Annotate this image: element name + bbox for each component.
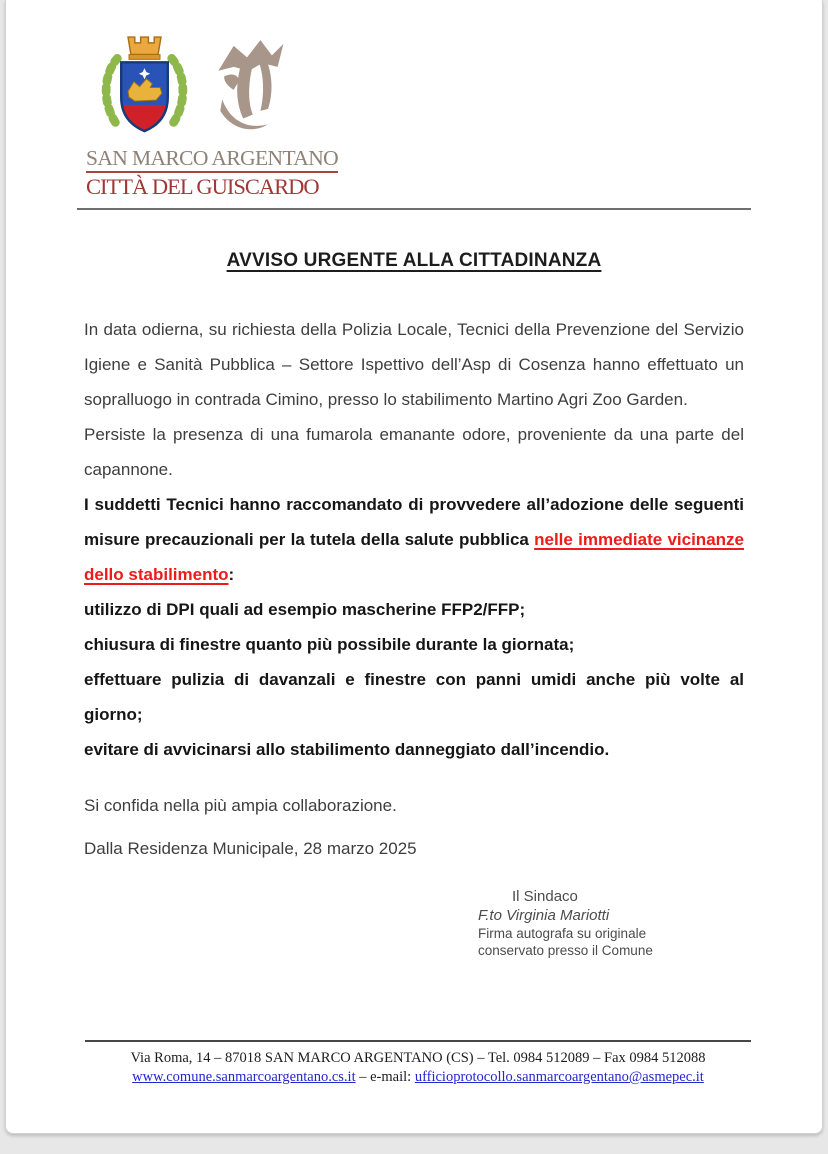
closing-line: Si confida nella più ampia collaborazione. <box>84 796 397 815</box>
measure-cleaning: effettuare pulizia di davanzali e finestre con panni umidi anche più volte al giorno; <box>84 670 744 724</box>
notice-body <box>84 312 744 866</box>
recommendation-post: : <box>228 565 235 584</box>
page-title: AVVISO URGENTE ALLA CITTADINANZA <box>226 250 602 271</box>
recommendation-pre: I suddetti Tecnici hanno raccomandato di provvedere all’adozione delle seguenti misure precauzionali per la tutela della salute pubblica <box>84 495 744 549</box>
city-motto: CITTÀ DEL GUISCARDO <box>86 174 319 199</box>
footer-website-link[interactable]: www.comune.sanmarcoargentano.cs.it <box>132 1069 356 1085</box>
coat-of-arms-icon <box>96 33 193 147</box>
letterhead-footer <box>85 1040 751 1087</box>
signature-block <box>478 888 744 959</box>
measure-windows: chiusura di finestre quanto più possibile durante la giornata; <box>84 635 575 654</box>
measure-dpi: utilizzo di DPI quali ad esempio mascherine FFP2/FFP; <box>84 600 526 619</box>
signature-note-1: Firma autografa su originale <box>478 926 647 941</box>
paragraph-recommendation <box>84 487 744 592</box>
dateline: Dalla Residenza Municipale, 28 marzo 2025 <box>84 839 417 858</box>
measure-avoid: evitare di avvicinarsi allo stabilimento danneggiato dall’incendio. <box>84 740 610 759</box>
municipal-header <box>96 33 744 147</box>
recommendation-highlight: nelle immediate vicinanze dello stabilimento <box>84 530 744 584</box>
signature-name: F.to Virginia Mariotti <box>478 907 610 924</box>
paragraph-fumarola: Persiste la presenza di una fumarola emanante odore, proveniente da una parte del capannone. <box>84 425 744 479</box>
guiscardo-crest-icon <box>205 38 291 139</box>
footer-address: Via Roma, 14 – 87018 SAN MARCO ARGENTANO (CS) – Tel. 0984 512089 – Fax 0984 512088 <box>130 1050 706 1066</box>
footer-contacts <box>85 1068 751 1087</box>
municipality-name <box>86 147 338 199</box>
signature-role: Il Sindaco <box>512 888 578 905</box>
header-divider <box>77 208 751 210</box>
document-page <box>5 0 823 1134</box>
city-name: SAN MARCO ARGENTANO <box>86 147 338 173</box>
paragraph-inspection: In data odierna, su richiesta della Polizia Locale, Tecnici della Prevenzione del Servizio Igiene e Sanità Pubblica – Settore Ispettivo dell’Asp di Cosenza hanno effettuato un sopralluogo in contrada Cimino, presso lo stabilimento Martino Agri Zoo Garden. <box>84 320 744 409</box>
footer-email-label: – e-mail: <box>355 1069 415 1085</box>
signature-note-2: conservato presso il Comune <box>478 943 653 958</box>
footer-email-link[interactable]: ufficioprotocollo.sanmarcoargentano@asmepec.it <box>414 1069 704 1085</box>
